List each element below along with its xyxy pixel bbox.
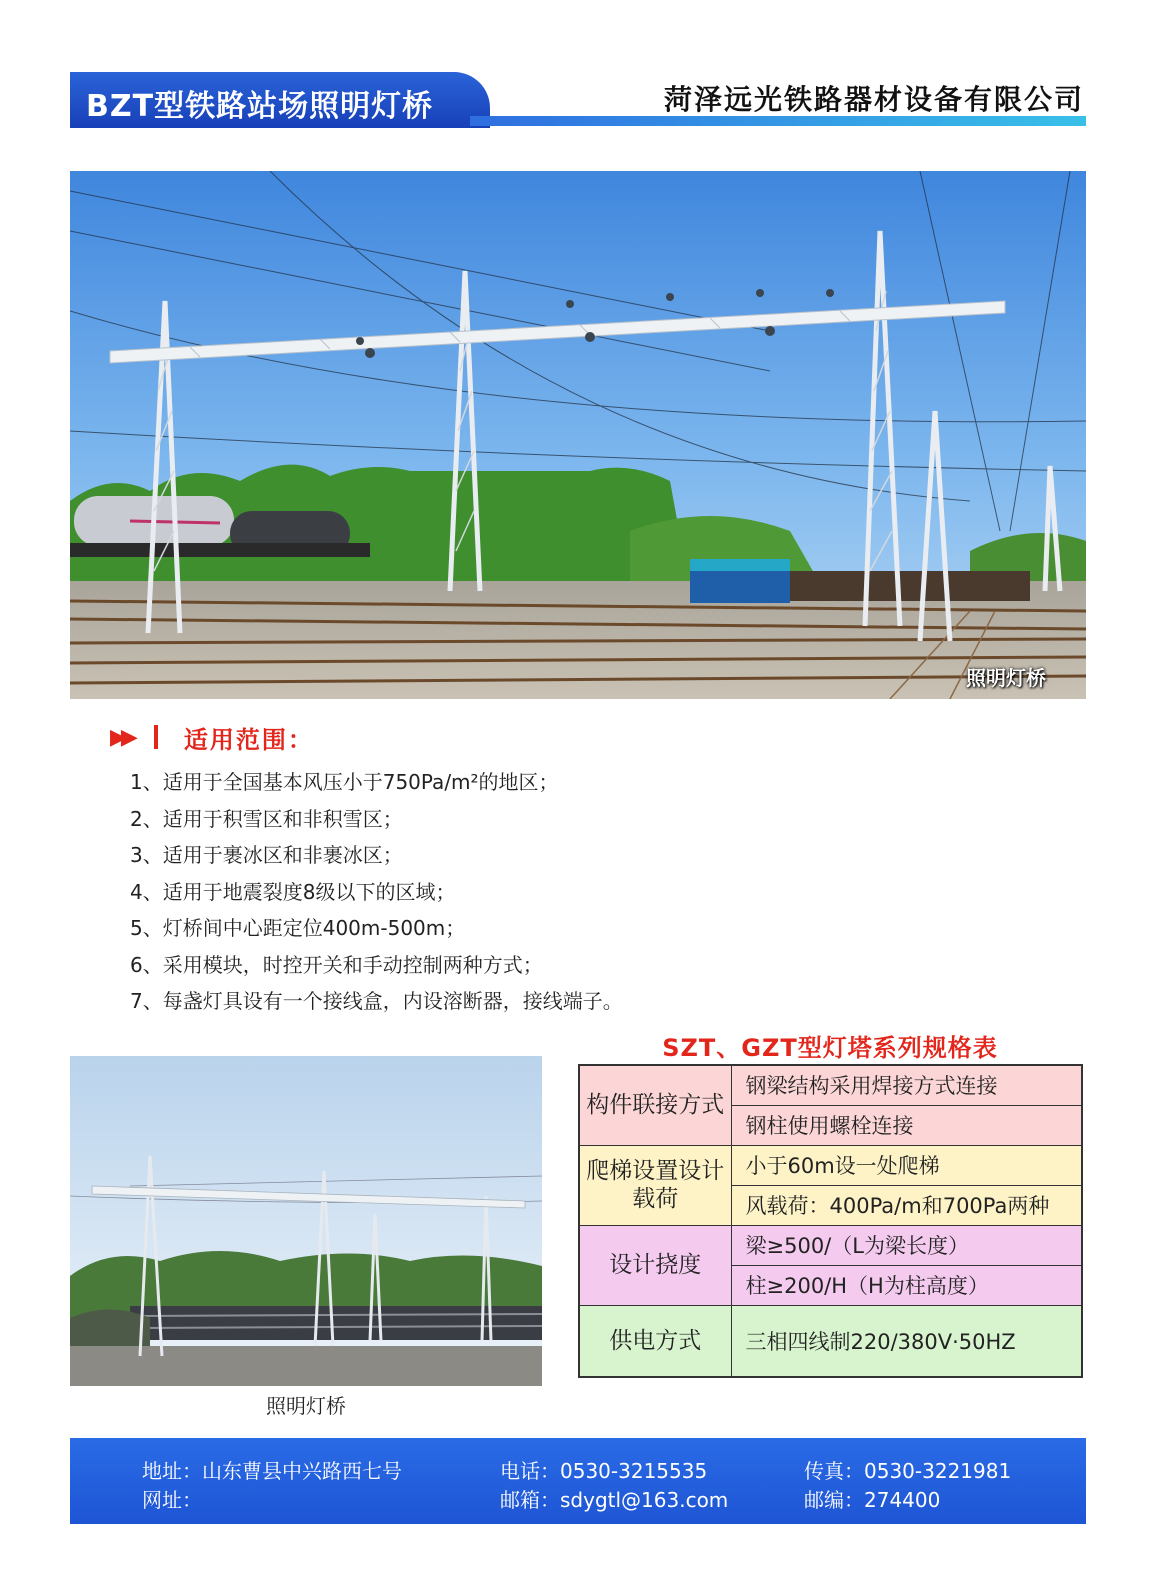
list-item: 2、适用于积雪区和非积雪区； (130, 806, 403, 831)
spec-value: 钢柱使用螺栓连接 (731, 1105, 1082, 1145)
main-photo-tag: 照明灯桥 (966, 666, 1046, 690)
scope-title: 适用范围： (183, 725, 314, 754)
secondary-photo (70, 1056, 542, 1386)
company-name: 菏泽远光铁路器材设备有限公司 (663, 83, 1084, 116)
footer-fax: 传真：0530-3221981 (804, 1459, 1012, 1483)
spec-value: 小于60m设一处爬梯 (731, 1145, 1082, 1185)
footer-postcode: 邮编：274400 (804, 1488, 941, 1512)
footer-address: 地址：山东曹县中兴路西七号 (142, 1459, 402, 1483)
spec-label: 供电方式 (579, 1305, 731, 1377)
contact-footer (70, 1438, 1086, 1524)
list-item: 7、每盏灯具设有一个接线盒，内设溶断器，接线端子。 (130, 989, 623, 1013)
spec-value: 三相四线制220/380V·50HZ (731, 1305, 1082, 1377)
list-item: 6、采用模块，时控开关和手动控制两种方式； (130, 952, 543, 977)
list-item: 5、灯桥间中心距定位400m-500m； (130, 916, 466, 940)
secondary-photo-caption: 照明灯桥 (266, 1394, 346, 1418)
page-title: BZT型铁路站场照明灯桥 (86, 89, 434, 124)
spec-label: 构件联接方式 (579, 1065, 731, 1145)
table-row (579, 1225, 1082, 1265)
footer-email: 邮箱：sdygtl@163.com (500, 1488, 729, 1512)
footer-website: 网址： (142, 1488, 202, 1512)
table-row (579, 1305, 1082, 1377)
spec-table-title: SZT、GZT型灯塔系列规格表 (662, 1034, 998, 1062)
list-item: 4、适用于地震裂度8级以下的区域； (130, 879, 456, 904)
footer-phone: 电话：0530-3215535 (500, 1459, 708, 1483)
spec-value: 钢梁结构采用焊接方式连接 (731, 1065, 1082, 1105)
spec-table (578, 1064, 1083, 1378)
list-item: 3、适用于裹冰区和非裹冰区； (130, 843, 403, 867)
scope-heading (110, 721, 314, 753)
divider-bar (154, 725, 158, 749)
list-item: 1、适用于全国基本风压小于750Pa/m²的地区； (130, 770, 559, 794)
table-row (579, 1065, 1082, 1105)
header-tab (70, 72, 490, 128)
spec-value: 柱≥200/H（H为柱高度） (731, 1265, 1082, 1305)
spec-value: 梁≥500/（L为梁长度） (731, 1225, 1082, 1265)
spec-label: 爬梯设置设计载荷 (579, 1145, 731, 1225)
header-banner (70, 72, 1086, 128)
spec-value: 风载荷：400Pa/m和700Pa两种 (731, 1185, 1082, 1225)
spec-label: 设计挠度 (579, 1225, 731, 1305)
main-photo (70, 171, 1086, 699)
double-arrow-icon: ▶▶ (110, 724, 132, 750)
scope-list (130, 764, 623, 1020)
table-row (579, 1145, 1082, 1185)
